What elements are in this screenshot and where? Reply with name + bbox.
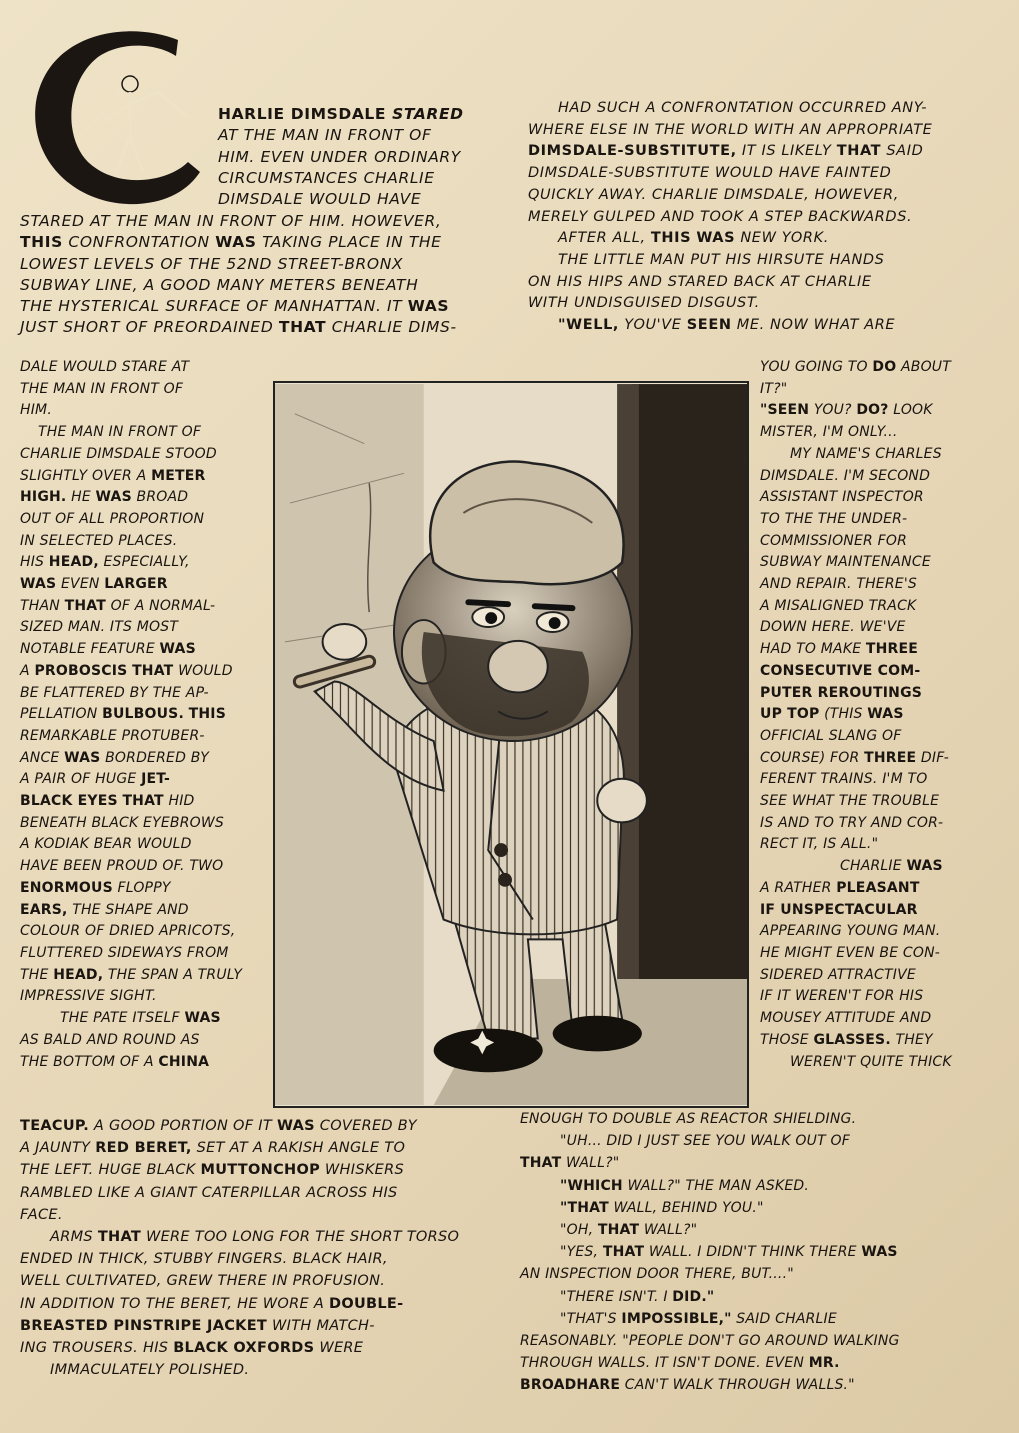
- line: AFTER ALL, THIS WAS NEW YORK.: [558, 230, 829, 247]
- line: HIM.: [20, 402, 52, 419]
- line: CIRCUMSTANCES CHARLIE: [218, 168, 435, 187]
- line: AT THE MAN IN FRONT OF: [218, 126, 432, 145]
- line: OUT OF ALL PROPORTION: [20, 510, 205, 527]
- line: ENOUGH TO DOUBLE AS REACTOR SHIELDING.: [520, 1111, 857, 1127]
- line: A MISALIGNED TRACK: [760, 597, 917, 614]
- line: THAN THAT OF A NORMAL-: [20, 597, 216, 614]
- line: RAMBLED LIKE A GIANT CATERPILLAR ACROSS HIS: [20, 1184, 398, 1201]
- line: IN SELECTED PLACES.: [20, 532, 178, 549]
- line: CONSECUTIVE COM-: [760, 662, 921, 679]
- line: THE PATE ITSELF WAS: [60, 1010, 221, 1027]
- line: PELLATION BULBOUS. THIS: [20, 706, 226, 723]
- line: REASONABLY. "PEOPLE DON'T GO AROUND WALKING: [520, 1333, 900, 1350]
- gnome-drawing: [275, 383, 747, 1106]
- line: MOUSEY ATTITUDE AND: [760, 1010, 932, 1027]
- line: IMPRESSIVE SIGHT.: [20, 988, 157, 1005]
- line: "THERE ISN'T. I DID.": [560, 1288, 715, 1305]
- line: THE HEAD, THE SPAN A TRULY: [20, 966, 243, 983]
- line: MY NAME'S CHARLES: [790, 445, 942, 462]
- line: HE MIGHT EVEN BE CON-: [760, 944, 941, 961]
- line: HIS HEAD, ESPECIALLY,: [20, 554, 190, 571]
- line: SIZED MAN. ITS MOST: [20, 619, 179, 636]
- illustration-gnome: [273, 381, 749, 1108]
- line: IF IT WEREN'T FOR HIS: [760, 988, 924, 1005]
- line: IF UNSPECTACULAR: [760, 901, 918, 918]
- line: CHARLIE DIMSDALE STOOD: [20, 445, 217, 462]
- line: IT?": [760, 380, 788, 397]
- line: OFFICIAL SLANG OF: [760, 727, 902, 744]
- text-right-bottom: [520, 1108, 1010, 1397]
- line: JUST SHORT OF PREORDAINED THAT CHARLIE DIMS-: [20, 318, 457, 337]
- line: MERELY GULPED AND TOOK A STEP BACKWARDS.: [528, 208, 913, 225]
- line: FERENT TRAINS. I'M TO: [760, 771, 928, 788]
- line: THIS CONFRONTATION WAS TAKING PLACE IN THE: [20, 233, 442, 252]
- line: HIGH. HE WAS BROAD: [20, 489, 189, 506]
- line: FLUTTERED SIDEWAYS FROM: [20, 944, 229, 961]
- line: EARS, THE SHAPE AND: [20, 901, 189, 918]
- line: PUTER REROUTINGS: [760, 684, 923, 701]
- line: THE MAN IN FRONT OF: [38, 424, 202, 441]
- line: DIMSDALE-SUBSTITUTE WOULD HAVE FAINTED: [528, 165, 892, 182]
- line: LOWEST LEVELS OF THE 52ND STREET-BRONX: [20, 254, 404, 273]
- line: HAVE BEEN PROUD OF. TWO: [20, 858, 224, 875]
- line: THE HYSTERICAL SURFACE OF MANHATTAN. IT WAS: [20, 297, 450, 316]
- line: ON HIS HIPS AND STARED BACK AT CHARLIE: [528, 273, 872, 290]
- line: AND REPAIR. THERE'S: [760, 576, 917, 593]
- line: SLIGHTLY OVER A METER: [20, 467, 206, 484]
- line: "THAT WALL, BEHIND YOU.": [560, 1199, 764, 1216]
- line: THE MAN IN FRONT OF: [20, 380, 184, 397]
- line: TEACUP. A GOOD PORTION OF IT WAS COVERED BY: [20, 1118, 417, 1134]
- line: BROADHARE CAN'T WALK THROUGH WALLS.": [520, 1377, 855, 1394]
- line: THE LITTLE MAN PUT HIS HIRSUTE HANDS: [558, 251, 885, 268]
- line: A PAIR OF HUGE JET-: [20, 771, 170, 788]
- line: ASSISTANT INSPECTOR: [760, 489, 924, 506]
- line: "YES, THAT WALL. I DIDN'T THINK THERE WAS: [560, 1244, 898, 1261]
- line: A PROBOSCIS THAT WOULD: [20, 662, 233, 679]
- line: AS BALD AND ROUND AS: [20, 1031, 200, 1048]
- line: ENORMOUS FLOPPY: [20, 879, 171, 896]
- line: THE LEFT. HUGE BLACK MUTTONCHOP WHISKERS: [20, 1162, 404, 1179]
- text-left-bottom: [20, 1115, 520, 1381]
- line: A JAUNTY RED BERET, SET AT A RAKISH ANGLE TO: [20, 1140, 406, 1157]
- line: ANCE WAS BORDERED BY: [20, 749, 210, 766]
- line: YOU GOING TO DO ABOUT: [760, 359, 952, 375]
- text-right-narrow: [760, 357, 1012, 1073]
- line: THOSE GLASSES. THEY: [760, 1031, 933, 1048]
- line: BLACK EYES THAT HID: [20, 793, 195, 810]
- line: "SEEN YOU? DO? LOOK: [760, 402, 933, 419]
- line: UP TOP (THIS WAS: [760, 706, 904, 723]
- line: A RATHER PLEASANT: [760, 879, 920, 896]
- line: DIMSDALE. I'M SECOND: [760, 467, 931, 484]
- line: APPEARING YOUNG MAN.: [760, 923, 941, 940]
- line: THROUGH WALLS. IT ISN'T DONE. EVEN MR.: [520, 1355, 840, 1372]
- text-left-full: [20, 211, 500, 339]
- line: DIMSDALE-SUBSTITUTE, IT IS LIKELY THAT SAID: [528, 143, 924, 160]
- line: DOWN HERE. WE'VE: [760, 619, 906, 636]
- line: HAD SUCH A CONFRONTATION OCCURRED ANY-: [558, 100, 928, 116]
- line: BENEATH BLACK EYEBROWS: [20, 814, 224, 831]
- line: FACE.: [20, 1206, 63, 1223]
- line: BE FLATTERED BY THE AP-: [20, 684, 209, 701]
- line: IMMACULATELY POLISHED.: [50, 1362, 250, 1379]
- line: HAD TO MAKE THREE: [760, 641, 919, 658]
- dropcap-illustration: [18, 22, 218, 212]
- line: IN ADDITION TO THE BERET, HE WORE A DOUBLE-: [20, 1295, 404, 1312]
- line: ARMS THAT WERE TOO LONG FOR THE SHORT TORSO: [50, 1229, 460, 1246]
- line: REMARKABLE PROTUBER-: [20, 727, 205, 744]
- line: WAS EVEN LARGER: [20, 576, 168, 593]
- line: WELL CULTIVATED, GREW THERE IN PROFUSION.: [20, 1273, 386, 1290]
- line: DIMSDALE WOULD HAVE: [218, 190, 422, 209]
- line: COMMISSIONER FOR: [760, 532, 908, 549]
- line: IS AND TO TRY AND COR-: [760, 814, 944, 831]
- line: COURSE) FOR THREE DIF-: [760, 749, 949, 766]
- line: A KODIAK BEAR WOULD: [20, 836, 192, 853]
- line: DALE WOULD STARE AT: [20, 359, 190, 375]
- line: "WHICH WALL?" THE MAN ASKED.: [560, 1177, 810, 1194]
- line: WITH UNDISGUISED DISGUST.: [528, 295, 760, 312]
- dropcap-letter-c: [18, 22, 218, 212]
- text-top-left: [218, 104, 518, 210]
- line: HARLIE DIMSDALE STARED: [218, 105, 464, 123]
- line: ENDED IN THICK, STUBBY FINGERS. BLACK HAIR,: [20, 1251, 388, 1268]
- line: MISTER, I'M ONLY...: [760, 424, 898, 441]
- line: "UH... DID I JUST SEE YOU WALK OUT OF: [560, 1133, 850, 1150]
- line: SEE WHAT THE TROUBLE: [760, 793, 940, 810]
- line: SUBWAY LINE, A GOOD MANY METERS BENEATH: [20, 275, 419, 294]
- line: THE BOTTOM OF A CHINA: [20, 1053, 210, 1070]
- line: RECT IT, IS ALL.": [760, 836, 879, 853]
- line: THAT WALL?": [520, 1155, 620, 1172]
- line: NOTABLE FEATURE WAS: [20, 641, 196, 658]
- line: ING TROUSERS. HIS BLACK OXFORDS WERE: [20, 1340, 364, 1357]
- line: WEREN'T QUITE THICK: [790, 1053, 952, 1070]
- line: CHARLIE WAS: [840, 858, 943, 875]
- line: "OH, THAT WALL?": [560, 1222, 698, 1239]
- line: TO THE THE UNDER-: [760, 510, 908, 527]
- line: HIM. EVEN UNDER ORDINARY: [218, 147, 461, 166]
- text-left-narrow: [20, 357, 270, 1073]
- line: COLOUR OF DRIED APRICOTS,: [20, 923, 236, 940]
- line: AN INSPECTION DOOR THERE, BUT....": [520, 1266, 794, 1283]
- line: BREASTED PINSTRIPE JACKET WITH MATCH-: [20, 1317, 375, 1334]
- line: STARED AT THE MAN IN FRONT OF HIM. HOWEVER,: [20, 212, 442, 230]
- line: SUBWAY MAINTENANCE: [760, 554, 931, 571]
- line: SIDERED ATTRACTIVE: [760, 966, 916, 983]
- line: WHERE ELSE IN THE WORLD WITH AN APPROPRIATE: [528, 121, 933, 138]
- line: "THAT'S IMPOSSIBLE," SAID CHARLIE: [560, 1310, 837, 1327]
- text-right-full: [528, 98, 1008, 337]
- line: QUICKLY AWAY. CHARLIE DIMSDALE, HOWEVER,: [528, 186, 899, 203]
- line: "WELL, YOU'VE SEEN ME. NOW WHAT ARE: [558, 317, 896, 334]
